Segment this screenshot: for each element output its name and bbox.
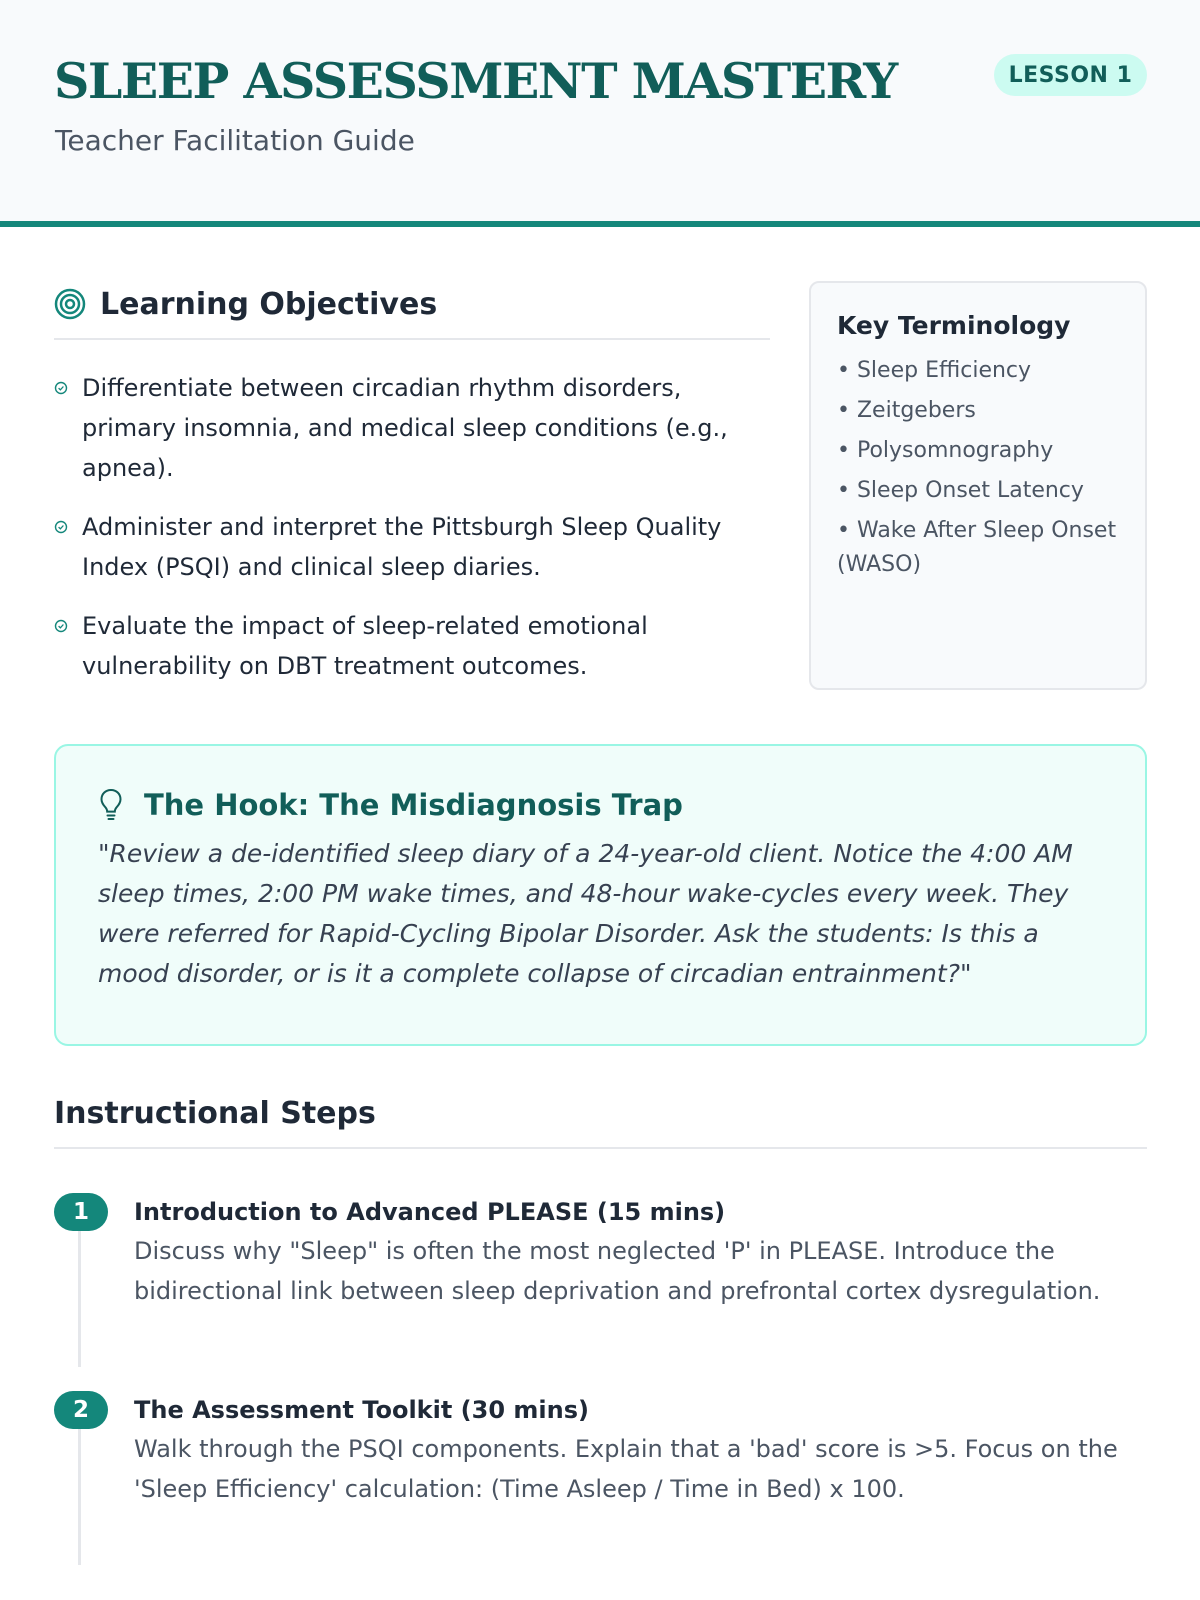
objectives-list [54,368,770,686]
objective-text: Evaluate the impact of sleep-related emotional vulnerability on DBT treatment outcomes. [82,612,648,680]
circle-check-icon [54,520,68,534]
objective-item [54,507,770,587]
objectives-title: Learning Objectives [100,286,438,322]
circle-check-icon [54,619,68,633]
term-item: • Sleep Efficiency [837,358,1032,383]
page-title: SLEEP ASSESSMENT MASTERY [54,52,897,110]
term-item: • Zeitgebers [837,398,976,423]
step-number-badge: 1 [54,1193,108,1231]
objective-item [54,606,770,686]
steps-divider [54,1147,1147,1149]
hook-callout [54,744,1147,1046]
step-number-badge: 2 [54,1391,108,1429]
term-item: • Wake After Sleep Onset (WASO) [837,518,1117,577]
step-description: Walk through the PSQI components. Explain that a 'bad' score is >5. Focus on the 'Sleep Efficiency' calculation: (Time Asleep / Time in Bed) x 100. [134,1435,1118,1503]
objectives-divider [54,338,770,340]
target-icon [54,288,86,320]
page-header [0,0,1200,227]
step-item [54,1193,1147,1391]
term-item: • Sleep Onset Latency [837,478,1084,503]
terminology-title: Key Terminology [837,311,1071,340]
hook-heading [98,788,1105,822]
step-title: The Assessment Toolkit (30 mins) [134,1396,589,1424]
steps-title: Instructional Steps [54,1096,376,1131]
term-item: • Polysomnography [837,438,1054,463]
terminology-list [837,354,1119,582]
circle-check-icon [54,381,68,395]
learning-objectives-section [54,280,770,705]
lesson-badge: LESSON 1 [994,54,1147,96]
step-description: Discuss why "Sleep" is often the most neglected 'P' in PLEASE. Introduce the bidirectional link between sleep deprivation and prefrontal cortex dysregulation. [134,1237,1101,1305]
objectives-heading [54,280,770,328]
objective-text: Administer and interpret the Pittsburgh Sleep Quality Index (PSQI) and clinical sleep diaries. [82,513,722,581]
instructional-steps-section [54,1096,1147,1591]
step-item [54,1391,1147,1591]
objective-text: Differentiate between circadian rhythm disorders, primary insomnia, and medical sleep conditions (e.g., apnea). [82,374,728,482]
step-connector-line [78,1425,81,1565]
key-terminology-card [809,281,1147,690]
step-title: Introduction to Advanced PLEASE (15 mins) [134,1198,726,1226]
page-subtitle: Teacher Facilitation Guide [55,124,415,157]
hook-quote: "Review a de-identified sleep diary of a 24-year-old client. Notice the 4:00 AM sleep times, 2:00 PM wake times, and 48-hour wake-cycles every week. They were referred for Rapid-Cycling Bipolar Disorder. Ask the students: Is this a mood disorder, or is it a complete collapse of circadian entrainment?" [98,839,1073,988]
step-connector-line [78,1227,81,1367]
hook-title: The Hook: The Misdiagnosis Trap [144,788,683,822]
objective-item [54,368,770,488]
lightbulb-icon [98,788,124,822]
